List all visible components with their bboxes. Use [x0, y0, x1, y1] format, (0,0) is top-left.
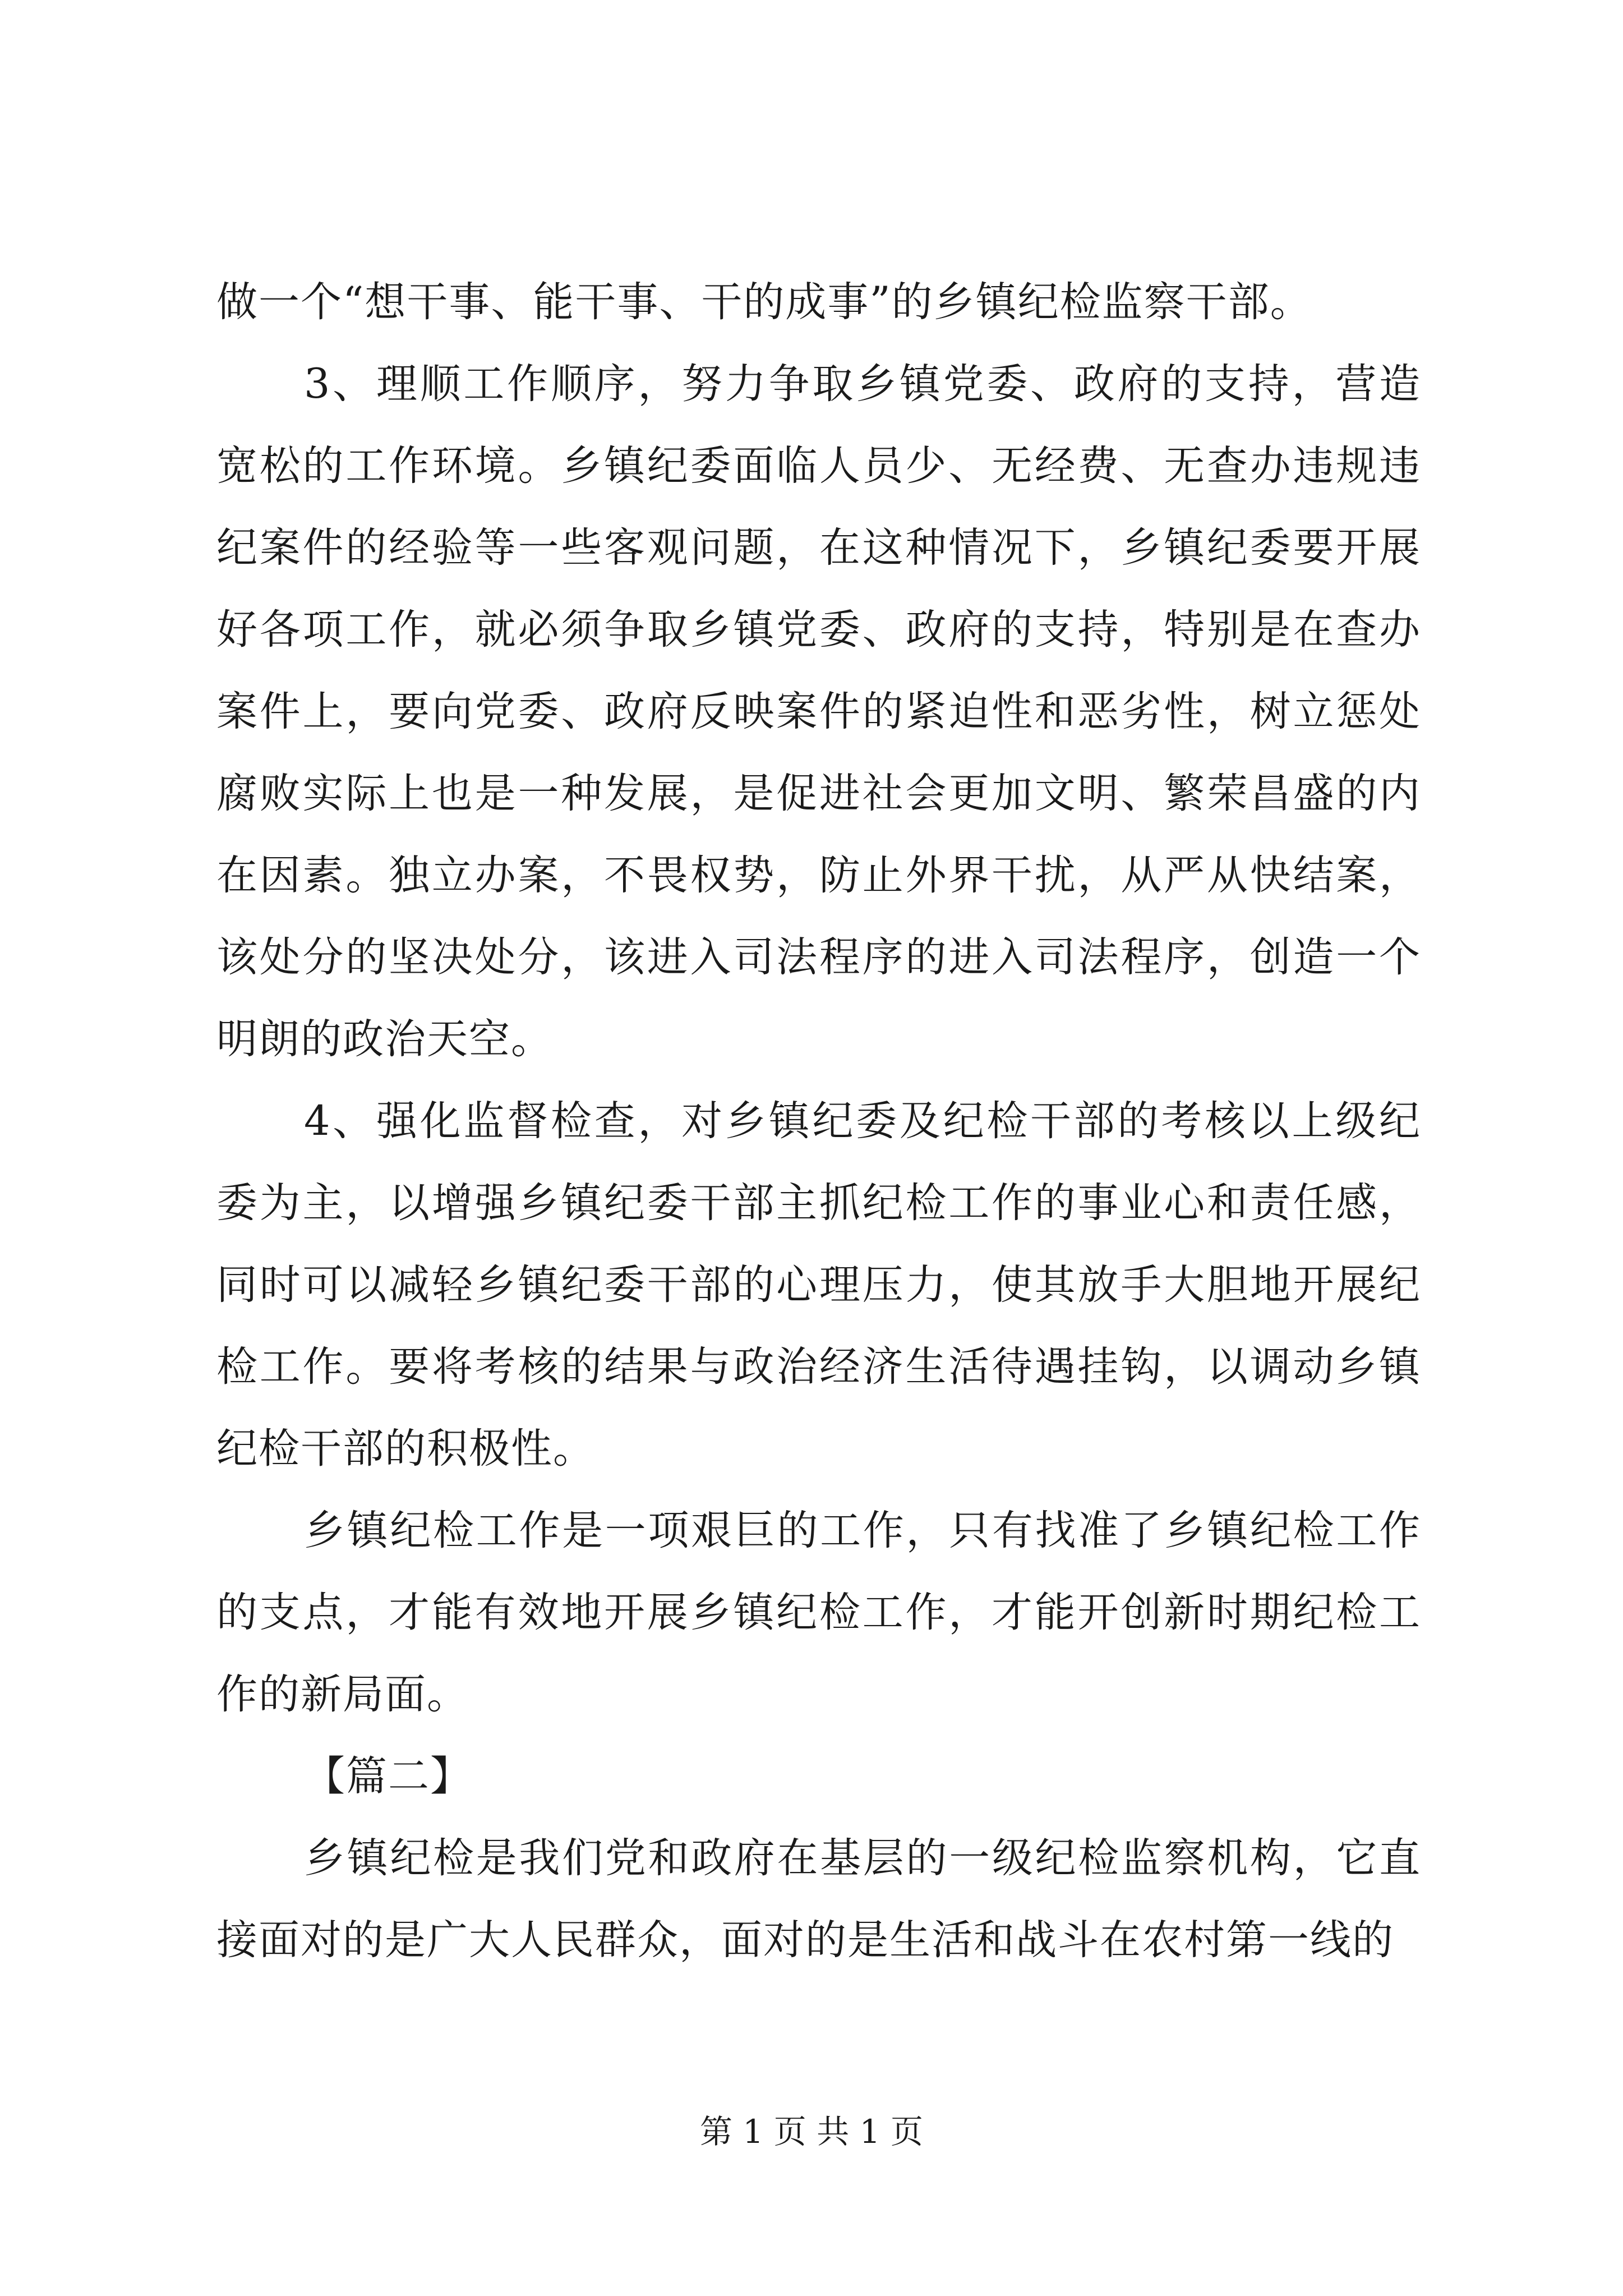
- paragraph-conclusion: 乡镇纪检工作是一项艰巨的工作，只有找准了乡镇纪检工作的支点，才能有效地开展乡镇纪检工作，才能开创新时期纪检工作的新局面。: [216, 1507, 1421, 1718]
- section-heading: 【篇二】: [304, 1752, 472, 1800]
- document-body: [216, 261, 1421, 1981]
- paragraph-section-two-intro: 乡镇纪检是我们党和政府在基层的一级纪检监察机构，它直接面对的是广大人民群众，面对的是生活和战斗在农村第一线的: [216, 1834, 1421, 1964]
- page-number-footer: 第 1 页 共 1 页: [700, 2113, 923, 2151]
- paragraph-item-3: 3、理顺工作顺序，努力争取乡镇党委、政府的支持，营造宽松的工作环境。乡镇纪委面临人员少、无经费、无查办违规违纪案件的经验等一些客观问题，在这种情况下，乡镇纪委要开展好各项工作，就必须争取乡镇党委、政府的支持，特别是在查办案件上，要向党委、政府反映案件的紧迫性和恶劣性，树立惩处腐败实际上也是一种发展，是促进社会更加文明、繁荣昌盛的内在因素。独立办案，不畏权势，防止外界干扰，从严从快结案，该处分的坚决处分，该进入司法程序的进入司法程序，创造一个明朗的政治天空。: [216, 360, 1421, 1063]
- paragraph-item-4: 4、强化监督检查，对乡镇纪委及纪检干部的考核以上级纪委为主，以增强乡镇纪委干部主抓纪检工作的事业心和责任感，同时可以减轻乡镇纪委干部的心理压力，使其放手大胆地开展纪检工作。要将考核的结果与政治经济生活待遇挂钩，以调动乡镇纪检干部的积极性。: [216, 1097, 1421, 1473]
- paragraph-continuation: 做一个“想干事、能干事、干的成事”的乡镇纪检监察干部。: [216, 278, 1312, 326]
